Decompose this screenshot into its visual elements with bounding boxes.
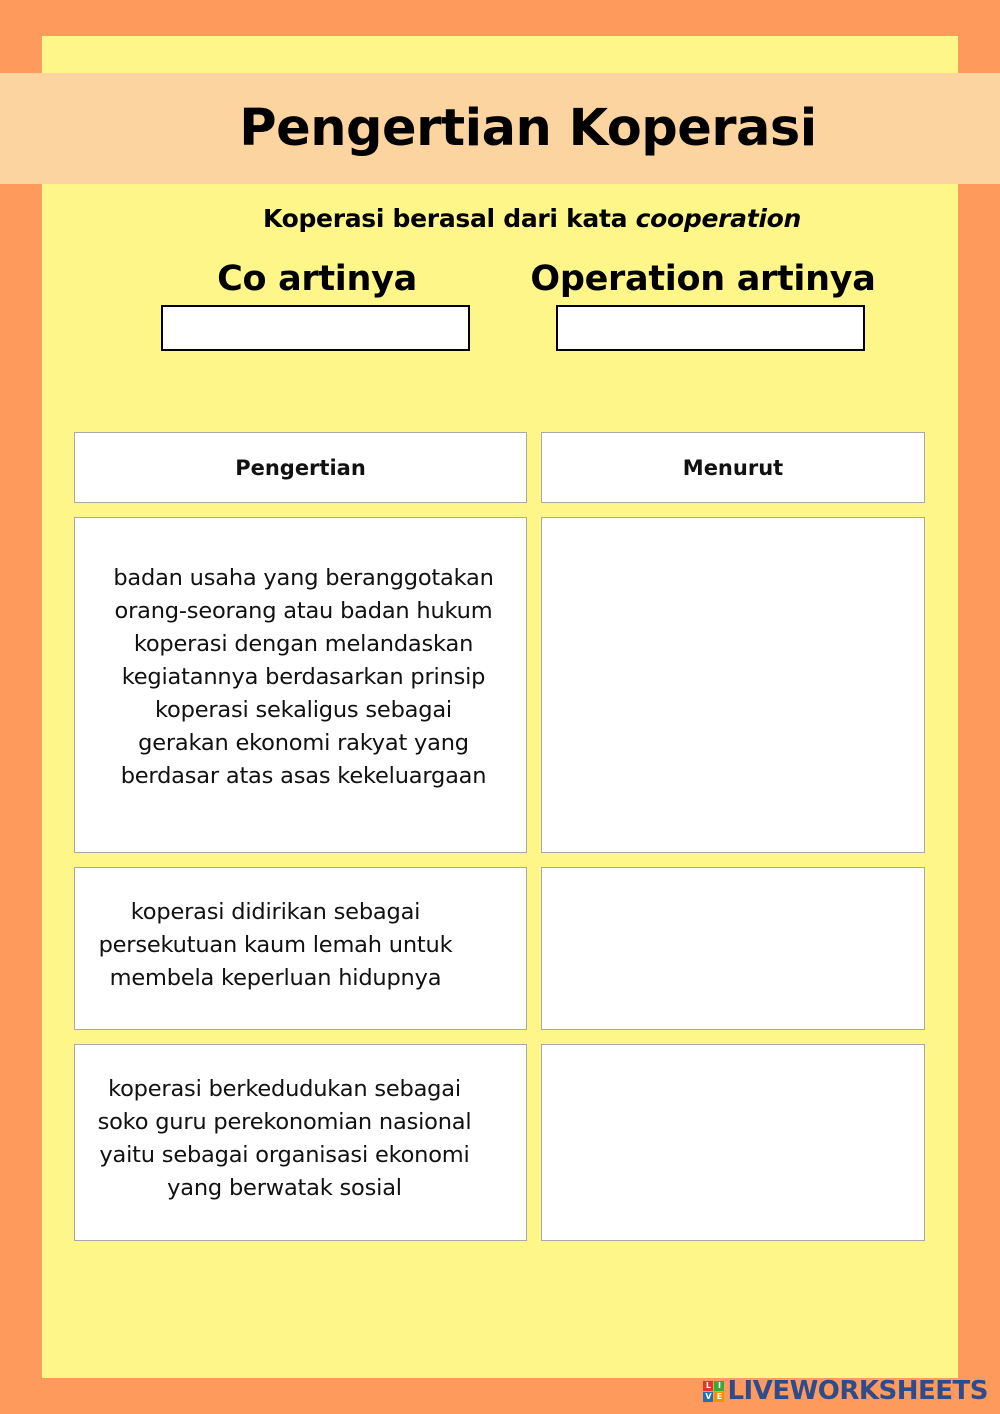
logo-letter: E <box>714 1392 724 1402</box>
definition-cell: badan usaha yang beranggotakan orang-seorang atau badan hukum koperasi dengan melandaskan kegiatannya berdasarkan prinsip koperasi sekaligus sebagai gerakan ekonomi rakyat yang berdasar atas asas kekeluargaan <box>74 517 527 853</box>
co-answer-field[interactable] <box>161 305 470 351</box>
logo-letter: I <box>714 1381 724 1391</box>
definition-cell: koperasi didirikan sebagai persekutuan kaum lemah untuk membela keperluan hidupnya <box>74 867 527 1030</box>
answer-drop-cell[interactable] <box>541 1044 925 1241</box>
co-label: Co artinya <box>217 259 417 299</box>
definition-cell: koperasi berkedudukan sebagai soko guru perekonomian nasional yaitu sebagai organisasi ekonomi yang berwatak sosial <box>74 1044 527 1241</box>
logo-letter: L <box>703 1381 713 1391</box>
table-header-pengertian: Pengertian <box>74 432 527 503</box>
liveworksheets-watermark <box>703 1376 988 1406</box>
operation-answer-field[interactable] <box>556 305 865 351</box>
subtitle-text: Koperasi berasal dari kata <box>262 204 636 233</box>
answer-drop-cell[interactable] <box>541 517 925 853</box>
subtitle-emphasis: cooperation <box>635 204 802 233</box>
answer-drop-cell[interactable] <box>541 867 925 1030</box>
operation-label: Operation artinya <box>530 259 876 299</box>
watermark-text: LIVEWORKSHEETS <box>727 1376 988 1406</box>
subtitle <box>0 204 1000 233</box>
table-header-menurut: Menurut <box>541 432 925 503</box>
logo-letter: V <box>705 1391 712 1401</box>
liveworksheets-logo-icon <box>703 1381 724 1402</box>
page-title: Pengertian Koperasi <box>239 99 817 158</box>
